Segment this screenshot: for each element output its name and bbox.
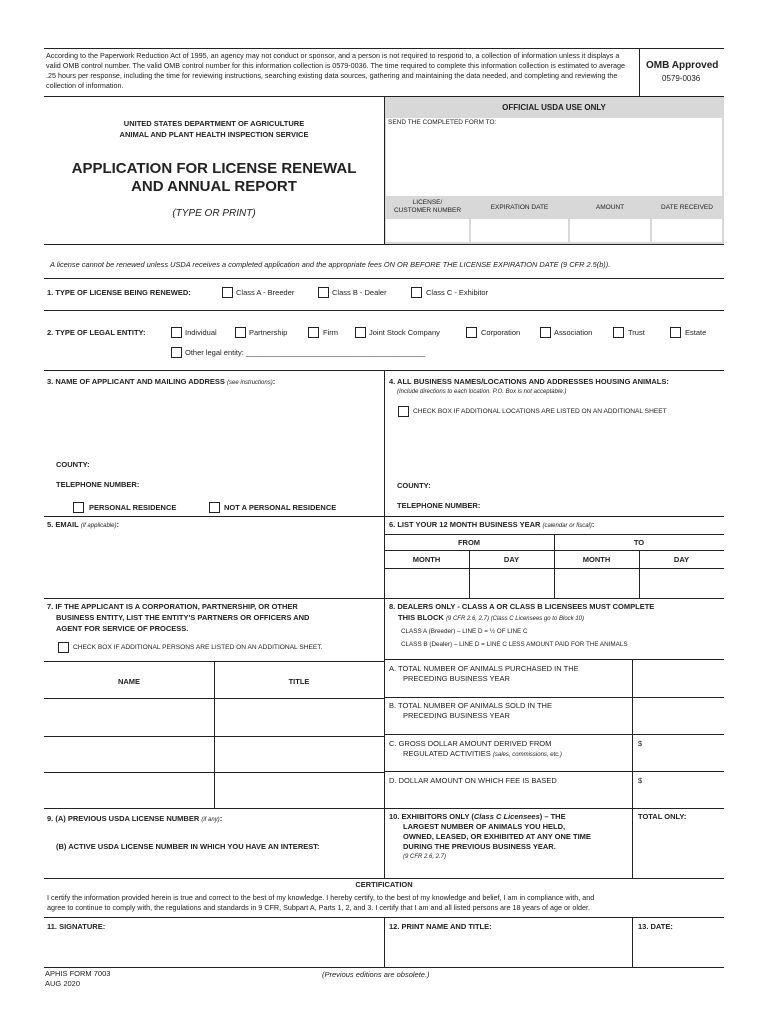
from-month-field[interactable]: [385, 569, 468, 597]
omb-number: 0579-0036: [662, 74, 701, 83]
q3-label-row: [47, 378, 275, 387]
q8-a2: PRECEDING BUSINESS YEAR: [403, 674, 510, 683]
personal-residence-checkbox[interactable]: [73, 502, 84, 513]
joint-stock-checkbox[interactable]: [355, 327, 366, 338]
q8-d1: D. DOLLAR AMOUNT ON WHICH FEE IS BASED: [389, 776, 557, 785]
q3-telephone[interactable]: TELEPHONE NUMBER:: [56, 480, 140, 489]
q8-line1: 8. DEALERS ONLY - CLASS A OR CLASS B LICENSEES MUST COMPLETE: [389, 602, 655, 611]
q9a-hint: (if any): [201, 817, 220, 823]
q8-c2-hint: (sales, commissions, etc.): [492, 752, 562, 758]
from-month-heading: MONTH: [412, 555, 441, 564]
partnership-label: Partnership: [249, 328, 288, 337]
q8-c2: REGULATED ACTIVITIES: [403, 749, 491, 758]
to-day-heading: DAY: [673, 555, 690, 564]
firm-label: Firm: [323, 328, 338, 337]
q5-label-row[interactable]: [47, 521, 119, 530]
q9a-label: 9. (A) PREVIOUS USDA LICENSE NUMBER: [47, 814, 200, 823]
additional-locations-checkbox[interactable]: [398, 406, 409, 417]
q4-telephone[interactable]: TELEPHONE NUMBER:: [397, 501, 481, 510]
q5-label: 5. EMAIL: [47, 520, 79, 529]
q8-d-dollar[interactable]: $: [638, 776, 643, 785]
agency-line1: UNITED STATES DEPARTMENT OF AGRICULTURE: [123, 119, 305, 128]
class-a-label: Class A - Breeder: [236, 288, 295, 297]
form-number: APHIS FORM 7003: [45, 969, 111, 978]
individual-label: Individual: [185, 328, 217, 337]
license-col-line1: LICENSE/: [412, 199, 443, 206]
amount-col: AMOUNT: [595, 204, 625, 211]
date-label[interactable]: 13. DATE:: [638, 922, 673, 931]
license-col-line2: CUSTOMER NUMBER: [393, 207, 462, 214]
q6-colon: :: [591, 520, 595, 529]
class-c-label: Class C - Exhibitor: [426, 288, 489, 297]
q8-line2: THIS BLOCK: [398, 613, 444, 622]
q3-hint: (see instructions): [227, 380, 273, 386]
q4-hint: (Include directions to each location. P.O. Box is not acceptable.): [397, 389, 567, 395]
q9b-label[interactable]: (B) ACTIVE USDA LICENSE NUMBER IN WHICH YOU HAVE AN INTEREST:: [56, 842, 320, 851]
q9a-row[interactable]: [47, 815, 222, 824]
certification-line2: agree to continue to comply with, the regulations and standards in 9 CFR, Subpart A, Parts 1, 2, and 3. I certify that I am and all listed persons are 18 years of age or older.: [47, 903, 590, 912]
paperwork-notice: According to the Paperwork Reduction Act of 1995, an agency may not conduct or sponsor, and a person is not required to respond to, a collection of information unless it displays a valid OMB control number. The valid OMB control number for this information collection is 0579-0036. The time required to complete this information collection is estimated to average .25 hours per response, including the time for reviewing instructions, searching existing data sources, gathering and maintaining the data needed, and completing and reviewing the collection of information.: [46, 51, 626, 90]
association-label: Association: [554, 328, 593, 337]
signature-label[interactable]: 11. SIGNATURE:: [47, 922, 106, 931]
q7-line2: BUSINESS ENTITY, LIST THE ENTITY'S PARTNERS OR OFFICERS AND: [56, 613, 310, 622]
q10-line1a: 10. EXHIBITORS ONLY (: [389, 812, 474, 821]
class-c-checkbox[interactable]: [411, 287, 422, 298]
joint-stock-label: Joint Stock Company: [369, 328, 440, 337]
omb-label: OMB Approved: [646, 60, 719, 71]
q8-classA: CLASS A (Breeder) – LINE D = ½ OF LINE C: [401, 628, 528, 635]
q8-b1: B. TOTAL NUMBER OF ANIMALS SOLD IN THE: [389, 701, 552, 710]
form-date: AUG 2020: [45, 979, 81, 988]
q10-total-label[interactable]: TOTAL ONLY:: [638, 812, 687, 821]
expiration-col: EXPIRATION DATE: [490, 204, 549, 211]
send-to-label: SEND THE COMPLETED FORM TO:: [388, 119, 497, 126]
personal-residence-label: PERSONAL RESIDENCE: [89, 503, 177, 512]
agency-line2: ANIMAL AND PLANT HEALTH INSPECTION SERVICE: [119, 130, 309, 139]
name-col-heading: NAME: [117, 677, 141, 686]
q5-colon: :: [116, 520, 119, 529]
q7-line1: 7. IF THE APPLICANT IS A CORPORATION, PARTNERSHIP, OR OTHER: [47, 602, 298, 611]
q8-line2-row: [398, 614, 584, 623]
class-b-checkbox[interactable]: [318, 287, 329, 298]
q2-label: 2. TYPE OF LEGAL ENTITY:: [47, 328, 146, 337]
q7-line3: AGENT FOR SERVICE OF PROCESS.: [56, 624, 189, 633]
q10-line1-row: [389, 813, 566, 822]
q1-label: 1. TYPE OF LICENSE BEING RENEWED:: [47, 288, 191, 297]
q4-county[interactable]: COUNTY:: [397, 481, 431, 490]
type-or-print: (TYPE OR PRINT): [172, 208, 256, 219]
not-personal-residence-checkbox[interactable]: [209, 502, 220, 513]
form-title-line2: AND ANNUAL REPORT: [131, 178, 297, 195]
firm-checkbox[interactable]: [308, 327, 319, 338]
q6-hint: (calendar or fiscal): [542, 523, 592, 529]
to-heading: TO: [633, 538, 645, 547]
class-b-label: Class B - Dealer: [332, 288, 387, 297]
certification-line1: I certify the information provided herein is true and correct to the best of my knowledge. I hereby certify, to the best of my knowledge and belief, I am in compliance with, and: [47, 893, 595, 902]
expiration-date-field: [471, 219, 568, 242]
class-a-checkbox[interactable]: [222, 287, 233, 298]
q8-c1: C. GROSS DOLLAR AMOUNT DERIVED FROM: [389, 739, 552, 748]
trust-label: Trust: [628, 328, 645, 337]
q10-line2: LARGEST NUMBER OF ANIMALS YOU HELD,: [403, 822, 566, 831]
from-day-heading: DAY: [503, 555, 520, 564]
other-entity-checkbox[interactable]: [171, 347, 182, 358]
q6-label: 6. LIST YOUR 12 MONTH BUSINESS YEAR: [389, 520, 541, 529]
partnership-checkbox[interactable]: [235, 327, 246, 338]
q9a-colon: :: [219, 814, 223, 823]
not-personal-residence-label: NOT A PERSONAL RESIDENCE: [224, 503, 337, 512]
additional-persons-checkbox[interactable]: [58, 642, 69, 653]
q8-c2-row: [403, 750, 562, 759]
q4-label: 4. ALL BUSINESS NAMES/LOCATIONS AND ADDRESSES HOUSING ANIMALS:: [389, 377, 669, 386]
q10-cite: (9 CFR 2.6, 2.7): [403, 854, 447, 860]
q10-line4: DURING THE PREVIOUS BUSINESS YEAR.: [403, 842, 556, 851]
corporation-label: Corporation: [481, 328, 521, 337]
date-received-field: [652, 219, 722, 242]
license-number-field: [386, 219, 469, 242]
q8-cite: (9 CFR 2.6, 2.7) (Class C Licensees go to Block 10): [445, 616, 584, 622]
q10-line3: OWNED, LEASED, OR EXHIBITED AT ANY ONE TIME: [403, 832, 591, 841]
individual-checkbox[interactable]: [171, 327, 182, 338]
to-day-field[interactable]: [640, 569, 723, 597]
certification-title: CERTIFICATION: [355, 880, 413, 889]
print-name-label[interactable]: 12. PRINT NAME AND TITLE:: [389, 922, 492, 931]
additional-locations-label: CHECK BOX IF ADDITIONAL LOCATIONS ARE LISTED ON AN ADDITIONAL SHEET: [413, 408, 667, 415]
q6-label-row: [389, 521, 594, 530]
additional-persons-label: CHECK BOX IF ADDITIONAL PERSONS ARE LISTED ON AN ADDITIONAL SHEET.: [73, 644, 323, 651]
q8-c-dollar[interactable]: $: [638, 739, 643, 748]
amount-field: [570, 219, 650, 242]
q10-line1b: Class C Licensees: [473, 812, 540, 821]
q3-county[interactable]: COUNTY:: [56, 460, 90, 469]
date-received-col: DATE RECEIVED: [661, 204, 713, 211]
q8-b2: PRECEDING BUSINESS YEAR: [403, 711, 510, 720]
obsolete-note: (Previous editions are obsolete.): [322, 970, 430, 979]
official-use-heading: OFFICIAL USDA USE ONLY: [502, 103, 606, 112]
q8-classB: CLASS B (Dealer) – LINE D = LINE C LESS AMOUNT PAID FOR THE ANIMALS: [401, 641, 628, 648]
q10-line1c: ) – THE: [539, 812, 566, 821]
renewal-notice: A license cannot be renewed unless USDA receives a completed application and the appropriate fees ON OR BEFORE THE LICENSE EXPIRATION DATE (9 CFR 2.5(b)).: [50, 260, 611, 269]
q3-label: 3. NAME OF APPLICANT AND MAILING ADDRESS: [47, 377, 225, 386]
form-title-line1: APPLICATION FOR LICENSE RENEWAL: [71, 160, 357, 177]
q5-hint: (if applicable): [80, 523, 117, 529]
corporation-checkbox[interactable]: [466, 327, 477, 338]
to-month-heading: MONTH: [582, 555, 611, 564]
q8-a1: A. TOTAL NUMBER OF ANIMALS PURCHASED IN THE: [389, 664, 579, 673]
estate-label: Estate: [685, 328, 707, 337]
to-month-field[interactable]: [555, 569, 638, 597]
trust-checkbox[interactable]: [613, 327, 624, 338]
send-to-field: [386, 118, 722, 196]
other-entity-field[interactable]: Other legal entity: ___________________________________________: [185, 348, 426, 357]
from-heading: FROM: [457, 538, 481, 547]
estate-checkbox[interactable]: [670, 327, 681, 338]
from-day-field[interactable]: [470, 569, 553, 597]
title-col-heading: TITLE: [288, 677, 310, 686]
q3-colon: :: [272, 377, 276, 386]
association-checkbox[interactable]: [540, 327, 551, 338]
